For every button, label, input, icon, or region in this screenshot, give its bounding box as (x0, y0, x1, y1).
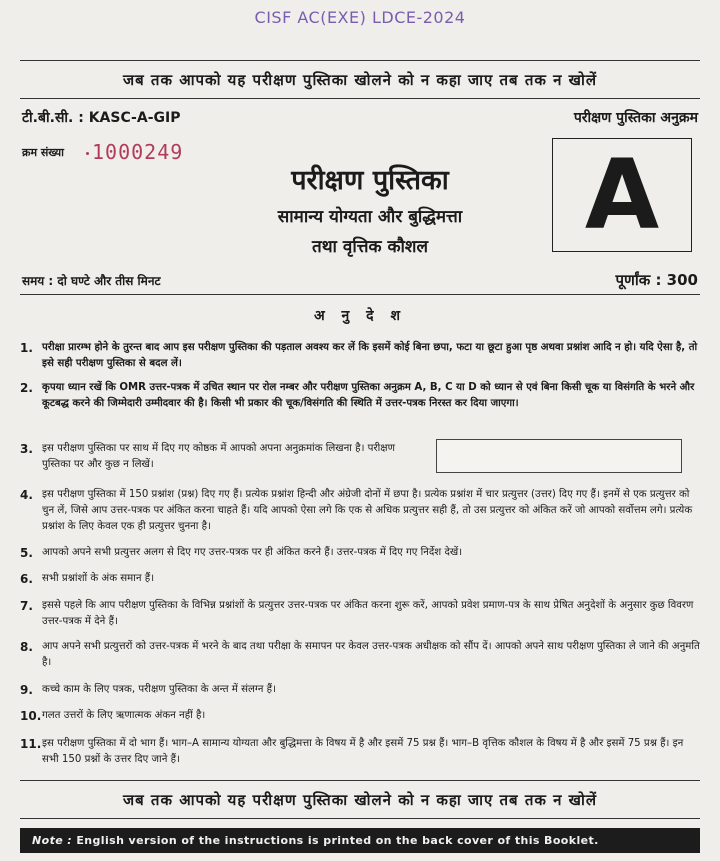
instruction-text: कच्चे काम के लिए पत्रक, परीक्षण पुस्तिका के अन्त में संलग्न हैं। (42, 684, 276, 695)
instruction-item (20, 487, 700, 535)
serial-number: 1000249 (92, 140, 184, 164)
top-rule (20, 60, 700, 61)
roll-number-box[interactable] (436, 439, 682, 473)
note-text: English version of the instructions is printed on the back cover of this Booklet. (76, 834, 599, 847)
instruction-text: आपको अपने सभी प्रत्युत्तर अलग से दिए गए उत्तर-पत्रक पर ही अंकित करने हैं। उत्तर-पत्रक में दिए गए निर्देश देखें। (42, 547, 463, 558)
do-not-open-banner: जब तक आपको यह परीक्षण पुस्तिका खोलने को न कहा जाए तब तक न खोलें (122, 71, 598, 89)
instruction-number: 5. (20, 546, 33, 560)
instruction-number: 4. (20, 488, 33, 502)
instruction-item (20, 380, 700, 412)
meta-rule (20, 294, 700, 295)
booklet-series-box: A (552, 138, 692, 252)
exam-stamp: CISF AC(EXE) LDCE-2024 (254, 8, 466, 27)
instruction-text: इस परीक्षण पुस्तिका पर साथ में दिए गए कोष्ठक में आपको अपना अनुक्रमांक लिखना है। परीक्षण पुस्तिका पर और कुछ न लिखें। (42, 443, 395, 470)
instruction-item (20, 639, 700, 671)
max-marks: पूर्णांक : 300 (615, 271, 698, 289)
instruction-text: गलत उत्तरों के लिए ऋणात्मक अंकन नहीं है। (42, 710, 206, 721)
instruction-text: इस परीक्षण पुस्तिका में 150 प्रश्नांश (प्रश्न) दिए गए हैं। प्रत्येक प्रश्नांश हिन्दी और अंग्रेजी दोनों में छपा है। प्रत्येक प्रश्नांश में चार प्रत्युत्तर (उत्तर) दिए गए हैं। इनमें से एक प्रत्युत्तर को चुन लें, जिसे आप उत्तर-पत्रक पर अंकित करना चाहते हैं। यदि आपको ऐसा लगे कि एक से अधिक प्रत्युत्तर सही हैं, तो उस प्रत्युत्तर को अंकित करें जो आपको सर्वोत्तम लगे। प्रत्येक प्रश्नांश के लिए केवल एक ही प्रत्युत्तर चुनना है। (42, 489, 693, 532)
note-label: Note : (32, 834, 73, 847)
serial-number-label: क्रम संख्या (22, 146, 64, 159)
booklet-sequence-label: परीक्षण पुस्तिका अनुक्रम (573, 110, 698, 126)
banner-rule (20, 98, 700, 99)
instruction-item (20, 441, 420, 473)
footer-do-not-open-banner: जब तक आपको यह परीक्षण पुस्तिका खोलने को न कहा जाए तब तक न खोलें (122, 791, 598, 809)
booklet-title: परीक्षण पुस्तिका (291, 165, 449, 196)
instruction-number: 3. (20, 442, 33, 456)
instruction-text: कृपया ध्यान रखें कि OMR उत्तर-पत्रक में उचित स्थान पर रोल नम्बर और परीक्षण पुस्तिका अनुक्रम A, B, C या D को ध्यान से एवं बिना किसी चूक या विसंगति के भरने और कूटबद्ध करने की जिम्मेदारी उम्मीदवार की है। किसी भी प्रकार की चूक/विसंगति की स्थिति में उत्तर-पत्रक निरस्त कर दिया जाएगा। (42, 382, 695, 409)
instruction-item (20, 682, 700, 698)
instruction-number: 9. (20, 683, 33, 697)
instruction-item (20, 708, 700, 724)
instruction-text: आप अपने सभी प्रत्युत्तरों को उत्तर-पत्रक में भरने के बाद तथा परीक्षा के समापन पर केवल उत्तर-पत्रक अधीक्षक को सौंप दें। आपको अपने साथ परीक्षण पुस्तिका ले जाने की अनुमति है। (42, 641, 700, 668)
footer-rule-bottom (20, 818, 700, 819)
time-allowed: समय : दो घण्टे और तीस मिनट (22, 274, 161, 288)
instruction-number: 7. (20, 599, 33, 613)
instruction-number: 6. (20, 572, 33, 586)
instruction-text: सभी प्रश्नांशों के अंक समान हैं। (42, 573, 155, 584)
instruction-item (20, 598, 700, 630)
instruction-number: 1. (20, 341, 33, 355)
instruction-number: 8. (20, 640, 33, 654)
tbc-code: टी.बी.सी. : KASC-A-GIP (22, 110, 181, 126)
subject-line-2: तथा वृत्तिक कौशल (312, 237, 428, 257)
instruction-text: इस परीक्षण पुस्तिका में दो भाग हैं। भाग–A सामान्य योग्यता और बुद्धिमत्ता के विषय में है और इसमें 75 प्रश्न हैं। भाग–B वृत्तिक कौशल के विषय में है और इसमें 75 प्रश्न हैं। इन सभी 150 प्रश्नों के उत्तर दिए जाने हैं। (42, 738, 684, 765)
instruction-number: 10. (20, 709, 42, 723)
instruction-item (20, 571, 700, 587)
instruction-item (20, 736, 700, 768)
instruction-text: इससे पहले कि आप परीक्षण पुस्तिका के विभिन्न प्रश्नांशों के प्रत्युत्तर उत्तर-पत्रक पर अंकित करना शुरू करें, आपको प्रवेश प्रमाण-पत्र के साथ प्रेषित अनुदेशों के अनुसार कुछ विवरण उत्तर-पत्रक में देने हैं। (42, 600, 694, 627)
instruction-number: 11. (20, 737, 42, 751)
instruction-item (20, 340, 700, 372)
instruction-item (20, 545, 700, 561)
instruction-text: परीक्षा प्रारम्भ होने के तुरन्त बाद आप इस परीक्षण पुस्तिका की पड़ताल अवश्य कर लें कि इसमें कोई बिना छपा, फटा या छूटा हुआ पृष्ठ अथवा प्रश्नांश आदि न हो। यदि ऐसा है, तो इसे सही परीक्षण पुस्तिका से बदल लें। (42, 342, 698, 369)
english-version-note (20, 828, 700, 853)
instruction-number: 2. (20, 381, 33, 395)
instructions-heading: अ नु दे श (313, 308, 407, 324)
subject-line-1: सामान्य योग्यता और बुद्धिमत्ता (277, 207, 463, 227)
footer-rule (20, 780, 700, 781)
